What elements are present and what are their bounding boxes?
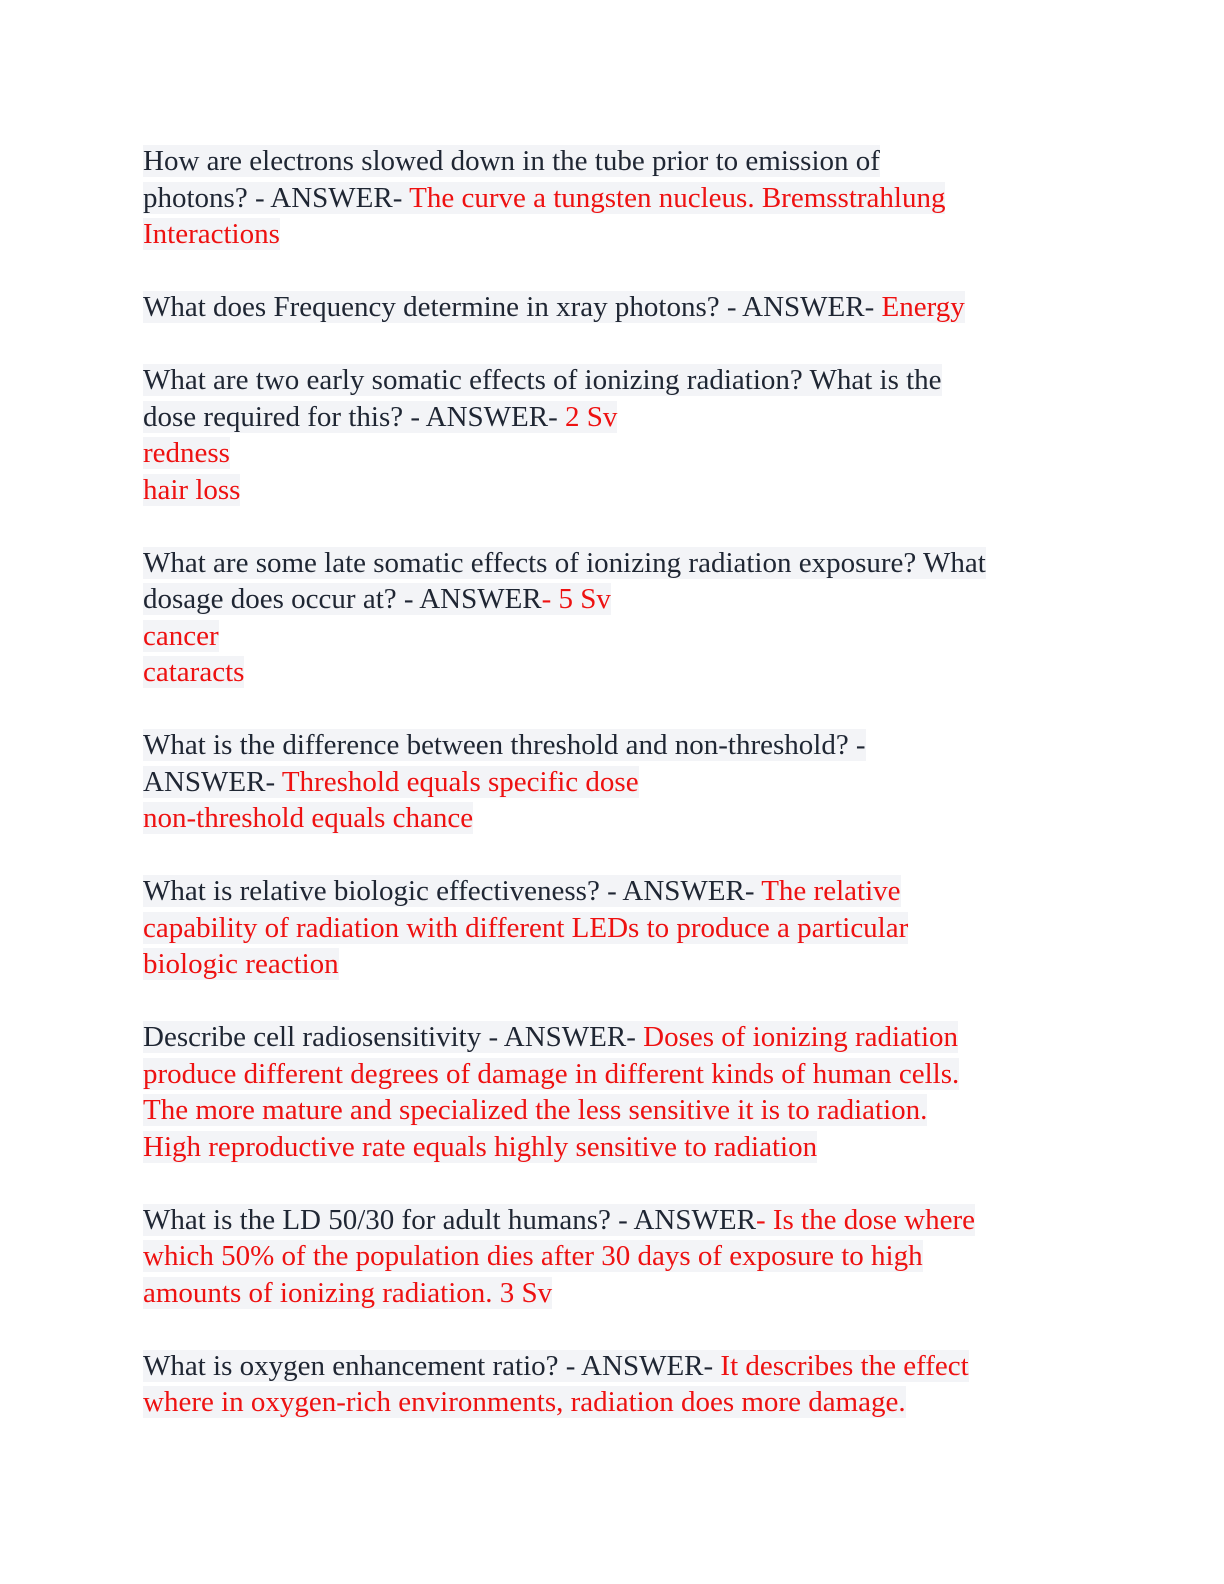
qa-item xyxy=(143,1348,1078,1421)
qa-line xyxy=(143,1129,1078,1166)
qa-line xyxy=(143,1238,1078,1275)
qa-line xyxy=(143,399,1078,436)
qa-line xyxy=(143,362,1078,399)
qa-item xyxy=(143,1202,1078,1312)
qa-line xyxy=(143,472,1078,509)
qa-line xyxy=(143,581,1078,618)
question-text: dose required for this? - ANSWER- xyxy=(143,400,566,433)
qa-item xyxy=(143,873,1078,983)
answer-text: 2 Sv xyxy=(565,400,618,433)
question-text: What is the LD 50/30 for adult humans? - ANSWER xyxy=(143,1203,756,1236)
answer-text: which 50% of the population dies after 30 days of exposure to high xyxy=(143,1240,923,1272)
qa-item xyxy=(143,727,1078,837)
answer-text: The more mature and specialized the less sensitive it is to radiation. xyxy=(143,1094,928,1126)
qa-line xyxy=(143,618,1078,655)
answer-text: amounts of ionizing radiation. 3 Sv xyxy=(143,1276,553,1309)
qa-line xyxy=(143,1275,1078,1312)
qa-item xyxy=(143,289,1078,326)
qa-line xyxy=(143,727,1078,764)
answer-text: Energy xyxy=(881,291,965,323)
answer-text: It describes the effect xyxy=(720,1349,969,1382)
question-text: What are some late somatic effects of ionizing radiation exposure? What xyxy=(143,546,986,579)
qa-line xyxy=(143,1056,1078,1093)
qa-line xyxy=(143,1348,1078,1385)
qa-line xyxy=(143,143,1078,180)
question-text: What is relative biologic effectiveness? - ANSWER- xyxy=(143,875,762,907)
question-text: photons? - ANSWER- xyxy=(143,181,410,214)
qa-line xyxy=(143,654,1078,691)
question-text: Describe cell radiosensitivity - ANSWER- xyxy=(143,1021,644,1053)
qa-line xyxy=(143,946,1078,983)
qa-item xyxy=(143,362,1078,508)
answer-text: The relative xyxy=(761,875,901,907)
qa-line xyxy=(143,873,1078,910)
qa-item xyxy=(143,1019,1078,1165)
question-text: How are electrons slowed down in the tube prior to emission of xyxy=(143,145,880,177)
qa-line xyxy=(143,1202,1078,1239)
qa-line xyxy=(143,764,1078,801)
answer-text: Doses of ionizing radiation xyxy=(643,1021,959,1053)
answer-text: - 5 Sv xyxy=(541,583,611,615)
question-text: What is oxygen enhancement ratio? - ANSWER- xyxy=(143,1349,721,1382)
qa-line xyxy=(143,1019,1078,1056)
qa-line xyxy=(143,910,1078,947)
question-text: ANSWER- xyxy=(143,765,282,798)
answer-text: cancer xyxy=(143,619,219,652)
answer-text: High reproductive rate equals highly sensitive to radiation xyxy=(143,1130,818,1163)
answer-text: Interactions xyxy=(143,218,280,250)
answer-text: redness xyxy=(143,437,230,469)
answer-text: The curve a tungsten nucleus. Bremsstrahlung xyxy=(409,181,946,214)
answer-text: cataracts xyxy=(143,656,245,688)
qa-item xyxy=(143,545,1078,691)
qa-line xyxy=(143,216,1078,253)
answer-text: Threshold equals specific dose xyxy=(281,765,639,798)
answer-text: - Is the dose where xyxy=(755,1203,975,1236)
question-text: What are two early somatic effects of ionizing radiation? What is the xyxy=(143,364,942,396)
qa-line xyxy=(143,1384,1078,1421)
question-text: What is the difference between threshold and non-threshold? - xyxy=(143,729,866,761)
answer-text: biologic reaction xyxy=(143,948,339,980)
qa-line xyxy=(143,435,1078,472)
document-page xyxy=(143,143,1078,1457)
answer-text: non-threshold equals chance xyxy=(143,802,474,834)
question-text: What does Frequency determine in xray photons? - ANSWER- xyxy=(143,291,882,323)
qa-line xyxy=(143,1092,1078,1129)
question-text: dosage does occur at? - ANSWER xyxy=(143,583,542,615)
qa-line xyxy=(143,289,1078,326)
qa-line xyxy=(143,180,1078,217)
answer-text: capability of radiation with different LEDs to produce a particular xyxy=(143,911,909,944)
qa-line xyxy=(143,545,1078,582)
answer-text: where in oxygen-rich environments, radiation does more damage. xyxy=(143,1386,906,1418)
answer-text: produce different degrees of damage in different kinds of human cells. xyxy=(143,1057,960,1090)
qa-item xyxy=(143,143,1078,253)
answer-text: hair loss xyxy=(143,473,241,506)
qa-line xyxy=(143,800,1078,837)
